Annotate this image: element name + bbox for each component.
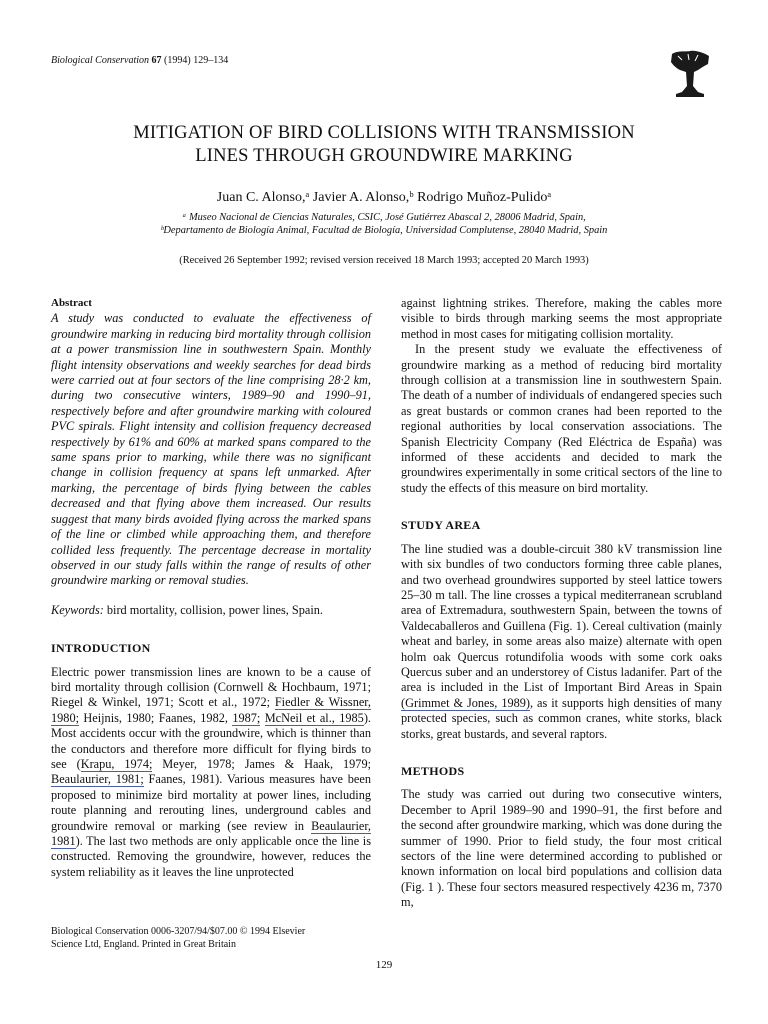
study-area-text-2: , as it supports high densities of many protected species, such as common cranes, white storks, black storks, great bustards, and several raptors.: [401, 695, 722, 741]
intro-text-7: ). The last two methods are only applicable once the line is constructed. Removing the groundwire, however, reduces the system reliability as it leaves the line unprotected: [51, 834, 371, 879]
right-column: [401, 296, 722, 911]
methods-paragraph: The study was carried out during two consecutive winters, December to April 1989–90 and 1990–91, the first before and the second after groundwire marking, which was done during the summer of 1990. Prior to field study, the four most critical sectors of the line were determined according to published or known information on local bird populations and collision data (Fig. 1 ). These four sectors measured respectively 4236 m, 7370 m,: [401, 787, 722, 910]
abstract-heading: Abstract: [51, 297, 92, 309]
present-study-paragraph: In the present study we evaluate the effectiveness of groundwire marking as a method of reducing bird mortality through collision at a transmission line in southwestern Spain. The death of a number of individuals of endangered species such as great bustards or common cranes had been reported to the regional authorities by local conservation associations. The Spanish Electricity Company (Red Eléctrica de España) was informed of these accidents and decided to mark the groundwires experimentally in some critical sectors of the line to study the effects of this measure on bird mortality.: [401, 342, 722, 495]
left-column: [51, 296, 371, 880]
citation-link-faanes-1987[interactable]: 1987;: [232, 710, 261, 725]
intro-text-6: Faanes, 1981). Various measures have been proposed to minimize bird mortality at power lines, including route planning and rerouting lines, underground cables and groundwire removal or marking (see review in: [51, 772, 371, 833]
affiliations: [40, 211, 728, 237]
affiliation-b: ᵇDepartamento de Biología Animal, Facultad de Biología, Universidad Complutense, 28040 Madrid, Spain: [160, 225, 608, 236]
publisher-logo-icon: [668, 48, 712, 100]
footer-line-1: Biological Conservation 0006-3207/94/$07.00 © 1994 Elsevier: [51, 926, 306, 937]
intro-text-4: ). Most accidents occur with the groundwire, which is thinner than the conductors and therefore more difficult for flying birds to see (: [51, 710, 371, 771]
title-line-2: LINES THROUGH GROUNDWIRE MARKING: [195, 146, 573, 166]
title-line-1: MITIGATION OF BIRD COLLISIONS WITH TRANSMISSION: [133, 123, 635, 143]
journal-volume: 67: [151, 55, 162, 66]
journal-year-pages: (1994) 129–134: [164, 55, 229, 66]
introduction-continued: against lightning strikes. Therefore, making the cables more visible to birds through marking seems the most appropriate method in most cases for mitigating collision mortality.: [401, 296, 722, 341]
copyright-footer: [51, 926, 371, 951]
keywords-label: Keywords:: [51, 602, 104, 617]
author-list: Juan C. Alonso,ᵃ Javier A. Alonso,ᵇ Rodrigo Muñoz-Pulidoᵃ: [216, 190, 552, 205]
study-area-heading: STUDY AREA: [401, 518, 481, 533]
intro-text-1: Electric power transmission lines are known to be a cause of bird mortality through collision (Cornwell & Hochbaum, 1971; Riegel & Winkel, 1971; Scott et al., 1972;: [51, 664, 371, 710]
received-dates: (Received 26 September 1992; revised version received 18 March 1993; accepted 20 March 1993): [179, 255, 589, 266]
citation-link-fiedler[interactable]: Fiedler & Wissner, 1980;: [51, 695, 371, 725]
introduction-paragraph: [51, 665, 371, 881]
journal-reference: [51, 55, 228, 66]
journal-name: Biological Conservation: [51, 55, 150, 66]
intro-text-5: Meyer, 1978; James & Haak, 1979;: [152, 756, 372, 771]
paper-title: [40, 122, 728, 168]
page-number: 129: [375, 959, 393, 971]
study-area-text-1: The line studied was a double-circuit 380 kV transmission line with six bundles of two conductors forming three cable planes, and two overhead groundwires supported by steel lattice towers 25–30 m tall. The line crosses a typical mediterranean scrubland area of Extremadura, southwestern Spain, between the towns of Valdecaballeros and Guillena (Fig. 1). Cereal cultivation (mainly wheat and barley, in some areas also maize) alternate with open holm oak Quercus rotundifolia woods with some cork oaks Quercus suber and an understorey of Cistus ladanifer. Part of the area is included in the List of Important Bird Areas in Spain: [401, 541, 722, 695]
keywords: [51, 603, 371, 618]
citation-link-grimmet[interactable]: (Grimmet & Jones, 1989): [401, 695, 531, 710]
keywords-text: bird mortality, collision, power lines, Spain.: [103, 602, 323, 617]
citation-link-mcneil[interactable]: McNeil et al., 1985: [264, 710, 364, 725]
intro-text-2: Heijnis, 1980; Faanes, 1982,: [79, 710, 233, 725]
citation-link-beaulaurier[interactable]: Beaulaurier, 1981;: [51, 772, 144, 787]
footer-line-2: Science Ltd, England. Printed in Great Britain: [51, 938, 236, 950]
citation-link-beaulaurier-review[interactable]: Beaulaurier, 1981: [51, 818, 371, 848]
introduction-heading: INTRODUCTION: [51, 641, 151, 656]
affiliation-a: ᵃ Museo Nacional de Ciencias Naturales, CSIC, José Gutiérrez Abascal 2, 28006 Madrid, Spain,: [182, 212, 586, 223]
study-area-paragraph: [401, 542, 722, 742]
citation-link-krapu[interactable]: Krapu, 1974;: [80, 756, 153, 771]
methods-heading: METHODS: [401, 763, 465, 778]
abstract-body: A study was conducted to evaluate the effectiveness of groundwire marking in reducing bird mortality through collision at a power transmission line in southwestern Spain. Monthly flight intensity observations and weekly searches for dead birds were carried out at four sectors of the line comprising 28·2 km, during two consecutive winters, 1989–90 and 1990–91, respectively before and after groundwire marking with coloured PVC spirals. Flight intensity and collision frequency decreased respectively by 61% and 60% at marked spans compared to the same spans prior to marking, while there was no significant change in collision frequency at spans left unmarked. After marking, the percentage of birds flying between the cables decreased and that flying above them increased. Our results suggest that many birds avoided flying across the marked spans of the line or climbed while approaching them, and therefore collided less frequently. The percentage decrease in mortality observed in our study falls within the range of results of other groundwire marking or removal studies.: [51, 311, 371, 588]
